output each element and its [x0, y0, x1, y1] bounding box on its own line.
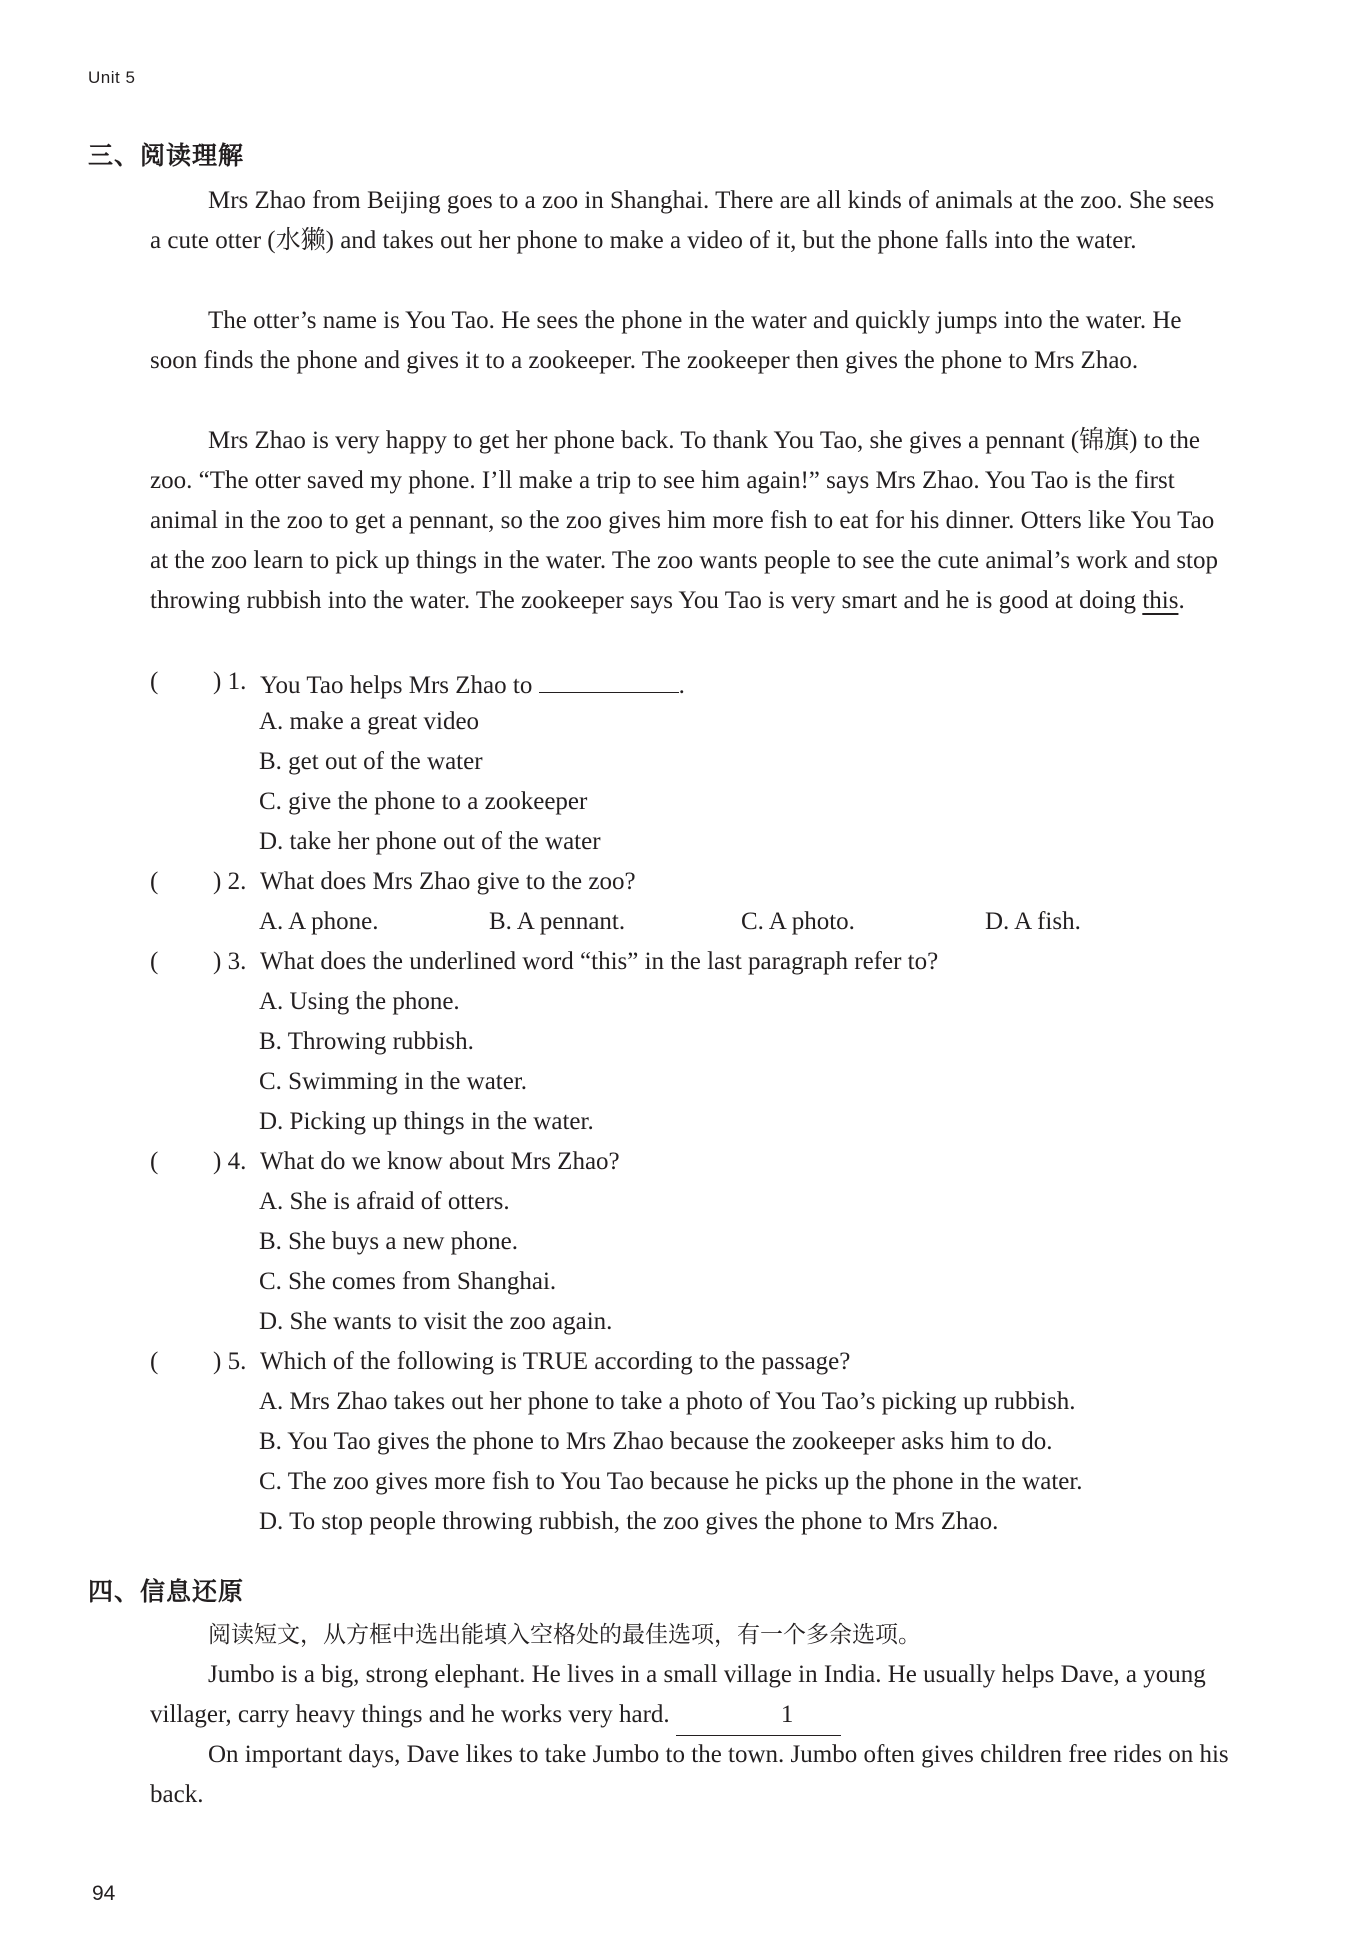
question-1-text: You Tao helps Mrs Zhao to — [260, 672, 533, 699]
answer-paren-5[interactable]: ( — [150, 1348, 159, 1375]
q3-option-a[interactable]: A. Using the phone. — [259, 988, 460, 1015]
q4-option-b[interactable]: B. She buys a new phone. — [259, 1228, 518, 1255]
q4-option-a[interactable]: A. She is afraid of otters. — [259, 1188, 510, 1215]
blank-1[interactable]: 1 — [676, 1695, 841, 1736]
paragraph-3-text: Mrs Zhao is very happy to get her phone back. To thank You Tao, she gives a pennant (锦旗) to the zoo. “The otter saved my phone. I’ll make a trip to see him again!” says Mrs Zhao. You Tao is the first animal in the zoo to get a pennant, so the zoo gives him more fish to eat for his dinner. Otters like You Tao at the zoo learn to pick up things in the water. The zoo wants people to see the cute animal’s work and stop throwing rubbish into the water. The zookeeper says You Tao is very smart and he is good at doing — [150, 427, 1219, 614]
passage-paragraph-3: Mrs Zhao is very happy to get her phone back. To thank You Tao, she gives a pennant (锦旗) to the zoo. “The otter saved my phone. I’ll make a trip to see him again!” says Mrs Zhao. You Tao is the first animal in the zoo to get a pennant, so the zoo gives him more fish to eat for his dinner. Otters like You Tao at the zoo learn to pick up things in the water. The zoo wants people to see the cute animal’s work and stop throwing rubbish into the water. The zookeeper says You Tao is very smart and he is good at doing this. — [150, 427, 1219, 614]
section-4-title: 四、信息还原 — [88, 1577, 245, 1606]
q3-option-c[interactable]: C. Swimming in the water. — [259, 1068, 528, 1095]
passage-paragraph-1: Mrs Zhao from Beijing goes to a zoo in Shanghai. There are all kinds of animals at the zoo. She sees a cute otter (水獭) and takes out her phone to make a video of it, but the phone falls into the water. — [150, 187, 1215, 254]
answer-paren-4[interactable]: ( — [150, 1148, 159, 1175]
q1-option-b[interactable]: B. get out of the water — [259, 748, 483, 775]
question-1-blank[interactable] — [539, 668, 679, 693]
q1-option-c[interactable]: C. give the phone to a zookeeper — [259, 788, 588, 815]
question-4-text: What do we know about Mrs Zhao? — [260, 1148, 620, 1175]
q2-option-b[interactable]: B. A pennant. — [489, 908, 626, 935]
page-number: 94 — [92, 1882, 116, 1905]
q5-option-a[interactable]: A. Mrs Zhao takes out her phone to take a photo of You Tao’s picking up rubbish. — [259, 1388, 1076, 1415]
question-2-text: What does Mrs Zhao give to the zoo? — [260, 868, 636, 895]
section-4-instruction: 阅读短文，从方框中选出能填入空格处的最佳选项，有一个多余选项。 — [208, 1622, 921, 1648]
answer-paren-1[interactable]: ( — [150, 668, 159, 695]
q4-option-d[interactable]: D. She wants to visit the zoo again. — [259, 1308, 613, 1335]
q4-option-c[interactable]: C. She comes from Shanghai. — [259, 1268, 557, 1295]
answer-paren-3[interactable]: ( — [150, 948, 159, 975]
answer-paren-2[interactable]: ( — [150, 868, 159, 895]
q2-option-a[interactable]: A. A phone. — [259, 908, 379, 935]
info-paragraph-1: Jumbo is a big, strong elephant. He lives in a small village in India. He usually helps Dave, a young villager, carry heavy things and he works very hard. 1 — [150, 1655, 1230, 1736]
q3-option-b[interactable]: B. Throwing rubbish. — [259, 1028, 474, 1055]
q1-option-a[interactable]: A. make a great video — [259, 708, 480, 735]
q5-option-c[interactable]: C. The zoo gives more fish to You Tao because he picks up the phone in the water. — [259, 1468, 1083, 1495]
question-5-text: Which of the following is TRUE according to the passage? — [260, 1348, 851, 1375]
unit-label: Unit 5 — [88, 68, 136, 87]
underlined-word-this: this — [1142, 587, 1179, 614]
q1-option-d[interactable]: D. take her phone out of the water — [259, 828, 601, 855]
info-paragraph-2: On important days, Dave likes to take Jumbo to the town. Jumbo often gives children free rides on his back. — [150, 1741, 1229, 1808]
question-3-text: What does the underlined word “this” in the last paragraph refer to? — [260, 948, 939, 975]
q2-option-d[interactable]: D. A fish. — [985, 908, 1081, 935]
q2-option-c[interactable]: C. A photo. — [741, 908, 855, 935]
passage-paragraph-2: The otter’s name is You Tao. He sees the phone in the water and quickly jumps into the water. He soon finds the phone and gives it to a zookeeper. The zookeeper then gives the phone to Mrs Zhao. — [150, 307, 1182, 374]
q5-option-d[interactable]: D. To stop people throwing rubbish, the zoo gives the phone to Mrs Zhao. — [259, 1508, 999, 1535]
q3-option-d[interactable]: D. Picking up things in the water. — [259, 1108, 594, 1135]
section-3-title: 三、阅读理解 — [88, 141, 245, 170]
q5-option-b[interactable]: B. You Tao gives the phone to Mrs Zhao because the zookeeper asks him to do. — [259, 1428, 1053, 1455]
